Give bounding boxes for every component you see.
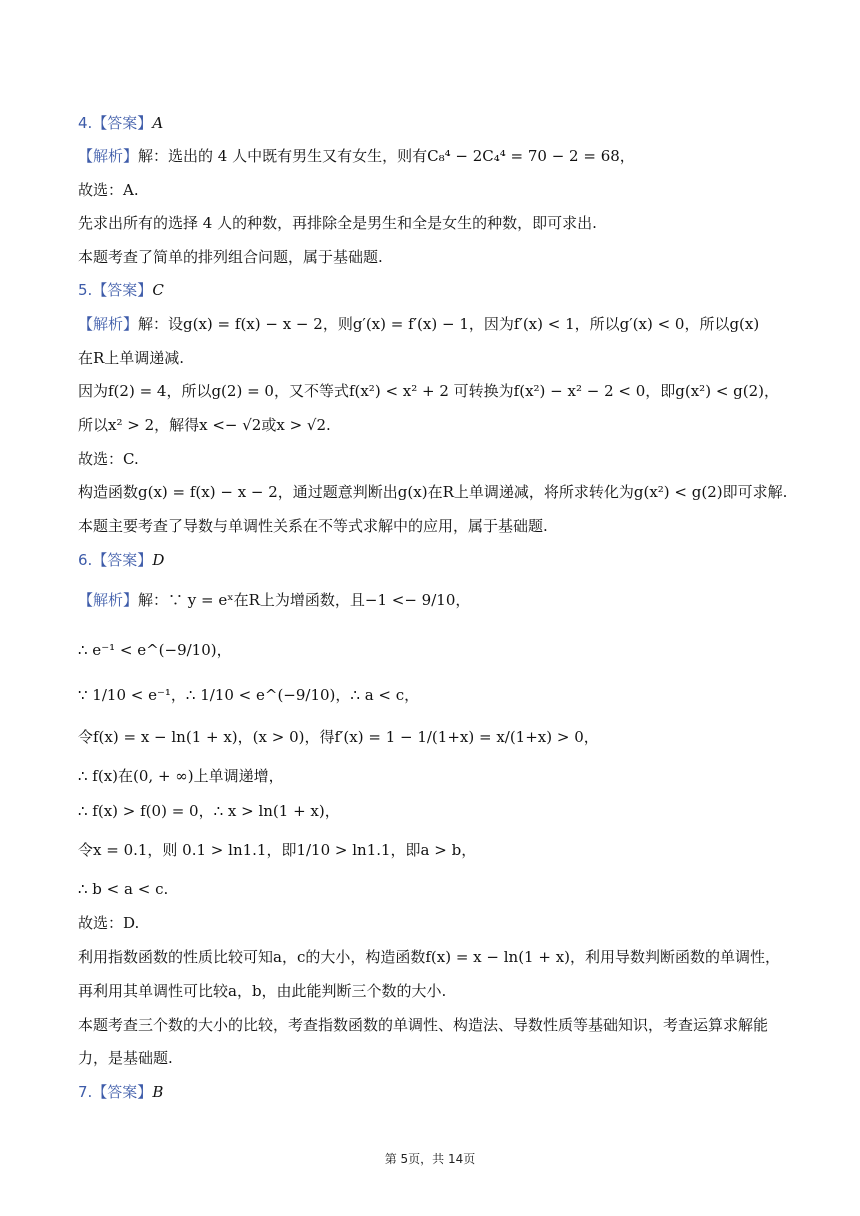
section-label: 【解析】 bbox=[78, 315, 139, 333]
body-text: ∴ b < a < c. bbox=[78, 880, 169, 898]
text-line bbox=[78, 113, 163, 133]
body-text: 因为f(2) = 4，所以g(2) = 0，又不等式f(x²) < x² + 2 可转换为f(x²) − x² − 2 < 0，即g(x²) < g(2)， bbox=[78, 382, 780, 400]
body-text: 令f(x) = x − ln(1 + x)，(x > 0)，得f′(x) = 1 − 1/(1+x) = x/(1+x) > 0， bbox=[78, 728, 599, 746]
body-text: ∴ e⁻¹ < e^(−9/10)， bbox=[78, 641, 232, 659]
answer-text: A bbox=[152, 114, 164, 132]
body-text: 所以x² > 2，解得x <− √2或x > √2. bbox=[78, 416, 331, 434]
text-line bbox=[78, 840, 476, 860]
body-text: ∵ 1/10 < e⁻¹，∴ 1/10 < e^(−9/10)，∴ a < c， bbox=[78, 686, 420, 704]
body-text: ∴ f(x) > f(0) = 0，∴ x > ln(1 + x)， bbox=[78, 802, 340, 820]
body-text: 本题考查了简单的排列组合问题，属于基础题. bbox=[78, 248, 383, 266]
section-label: 7.【答案】 bbox=[78, 1083, 153, 1101]
text-line bbox=[78, 981, 446, 1001]
body-text: 故选：A. bbox=[78, 181, 139, 199]
text-line bbox=[78, 590, 470, 610]
body-text: 在R上单调递减. bbox=[78, 349, 185, 367]
answer-text: D bbox=[152, 551, 165, 569]
text-line bbox=[78, 247, 383, 267]
body-text: ∴ f(x)在(0, + ∞)上单调递增， bbox=[78, 767, 284, 785]
text-line bbox=[78, 727, 599, 747]
body-text: 令x = 0.1，则 0.1 > ln1.1，即1/10 > ln1.1，即a > b， bbox=[78, 841, 477, 859]
text-line bbox=[78, 685, 419, 705]
text-line bbox=[78, 415, 331, 435]
text-line bbox=[78, 213, 597, 233]
text-line bbox=[78, 766, 284, 786]
text-line bbox=[78, 280, 164, 300]
text-line bbox=[78, 180, 139, 200]
body-text: 故选：D. bbox=[78, 914, 140, 932]
text-line bbox=[78, 879, 168, 899]
answer-text: 解：设g(x) = f(x) − x − 2，则g′(x) = f′(x) − 1，因为f′(x) < 1，所以g′(x) < 0，所以g(x) bbox=[138, 315, 760, 333]
section-label: 【解析】 bbox=[78, 147, 139, 165]
body-text: 本题主要考查了导数与单调性关系在不等式求解中的应用，属于基础题. bbox=[78, 517, 548, 535]
body-text: 本题考查三个数的大小的比较，考查指数函数的单调性、构造法、导数性质等基础知识，考查运算求解能 bbox=[78, 1016, 769, 1034]
section-label: 5.【答案】 bbox=[78, 281, 153, 299]
answer-text: B bbox=[152, 1083, 164, 1101]
text-line bbox=[78, 146, 635, 166]
text-line bbox=[78, 913, 139, 933]
page-footer: 第 5页，共 14页 bbox=[384, 1152, 476, 1166]
section-label: 4.【答案】 bbox=[78, 114, 153, 132]
body-text: 利用指数函数的性质比较可知a，c的大小，构造函数f(x) = x − ln(1 + x)，利用导数判断函数的单调性， bbox=[78, 948, 781, 966]
text-line bbox=[78, 381, 779, 401]
text-line bbox=[78, 1082, 163, 1102]
text-line bbox=[78, 1048, 173, 1068]
answer-text: 解：∵ y = eˣ在R上为增函数，且−1 <− 9/10， bbox=[138, 591, 471, 609]
text-line bbox=[78, 550, 164, 570]
body-text: 再利用其单调性可比较a，b，由此能判断三个数的大小. bbox=[78, 982, 447, 1000]
text-line bbox=[78, 449, 139, 469]
section-label: 【解析】 bbox=[78, 591, 139, 609]
body-text: 构造函数g(x) = f(x) − x − 2，通过题意判断出g(x)在R上单调递减，将所求转化为g(x²) < g(2)即可求解. bbox=[78, 483, 788, 501]
text-line bbox=[78, 348, 184, 368]
body-text: 力，是基础题. bbox=[78, 1049, 173, 1067]
answer-text: C bbox=[152, 281, 164, 299]
body-text: 故选：C. bbox=[78, 450, 139, 468]
body-text: 先求出所有的选择 4 人的种数，再排除全是男生和全是女生的种数，即可求出. bbox=[78, 214, 597, 232]
text-line bbox=[78, 947, 780, 967]
text-line bbox=[78, 640, 232, 660]
section-label: 6.【答案】 bbox=[78, 551, 153, 569]
text-line bbox=[78, 1015, 768, 1035]
text-line bbox=[78, 801, 340, 821]
text-line bbox=[78, 482, 787, 502]
text-line bbox=[78, 314, 759, 334]
answer-text: 解：选出的 4 人中既有男生又有女生，则有C₈⁴ − 2C₄⁴ = 70 − 2 = 68， bbox=[138, 147, 635, 165]
text-line bbox=[78, 516, 548, 536]
